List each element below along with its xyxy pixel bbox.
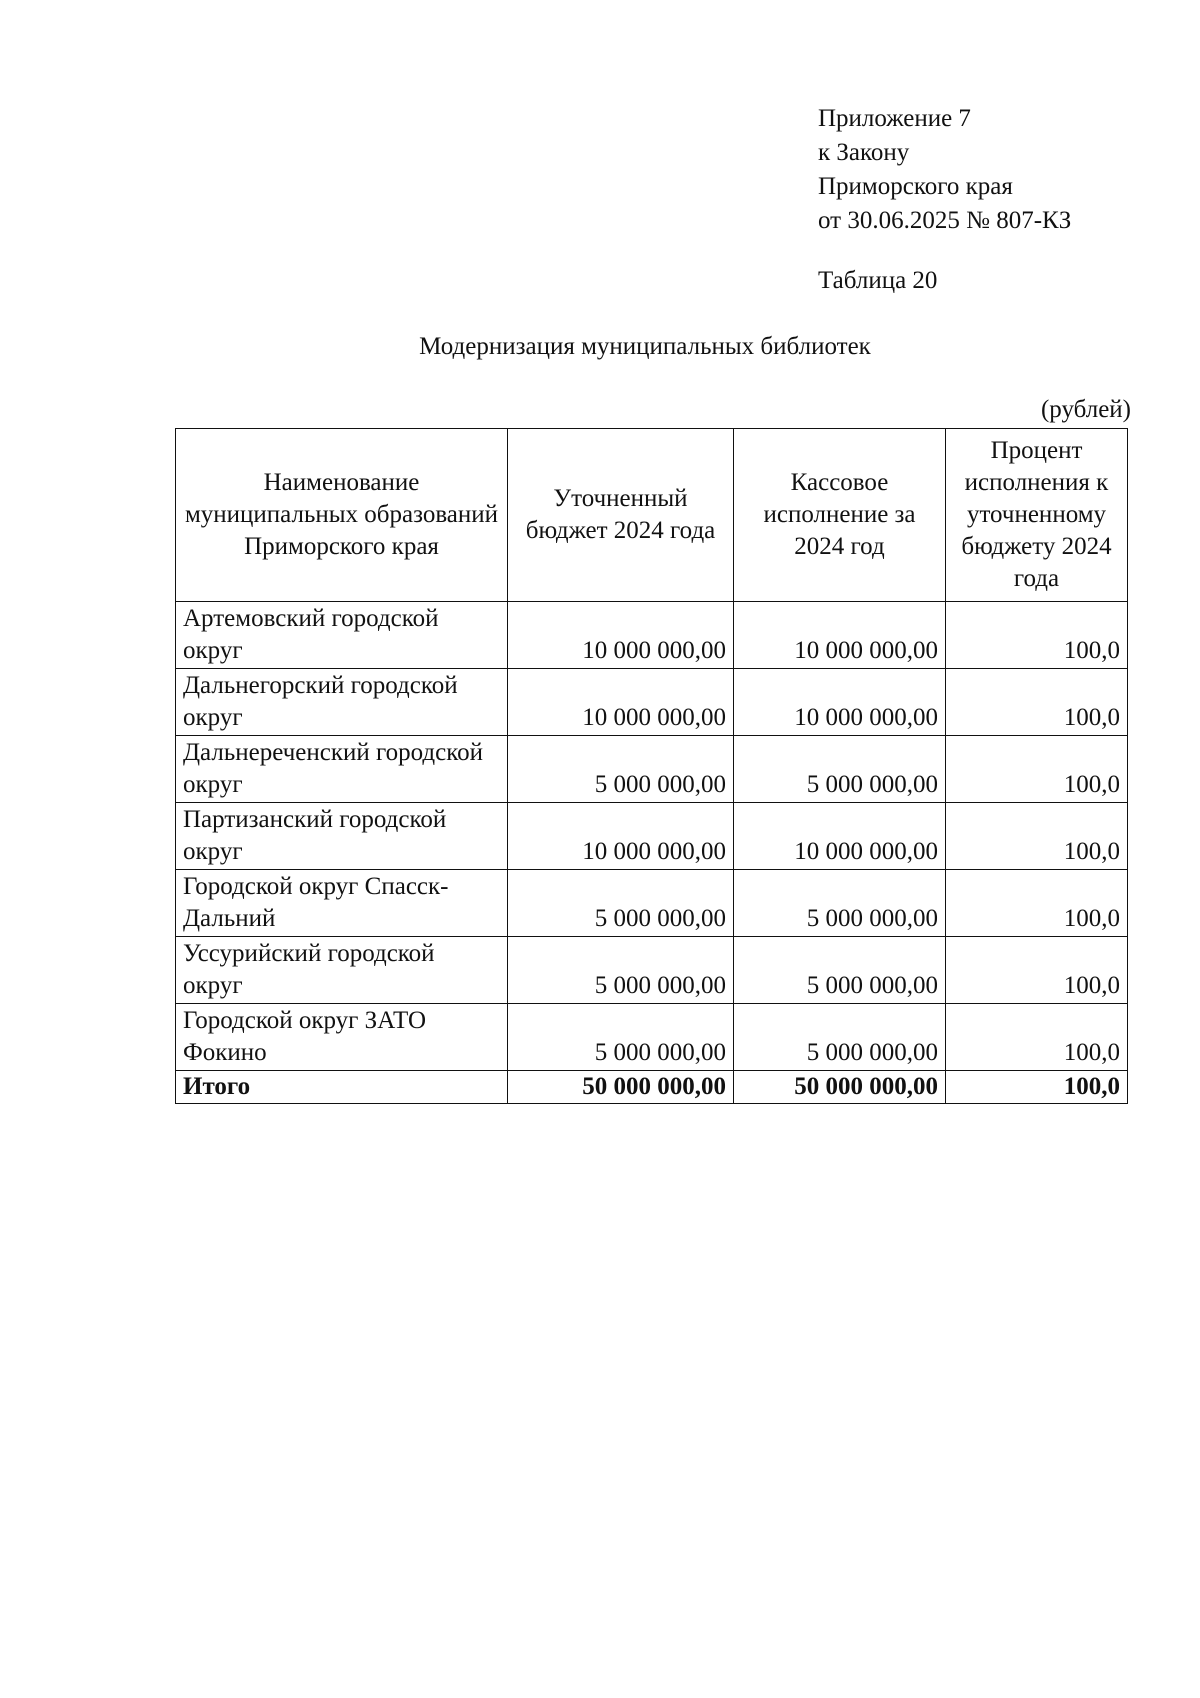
budget-value: 5 000 000,00 [508, 937, 734, 1004]
municipality-name: Дальнегорский городской округ [176, 669, 508, 736]
municipality-name: Артемовский городской округ [176, 602, 508, 669]
municipality-name: Городской округ ЗАТО Фокино [176, 1004, 508, 1071]
budget-value: 5 000 000,00 [508, 736, 734, 803]
budget-value: 10 000 000,00 [508, 669, 734, 736]
appendix-reference [818, 102, 1071, 238]
executed-value: 10 000 000,00 [734, 803, 946, 870]
appendix-region: Приморского края [818, 173, 1013, 200]
unit-label: (рублей) [1040, 396, 1131, 423]
executed-value: 5 000 000,00 [734, 870, 946, 937]
total-budget-value: 50 000 000,00 [508, 1071, 734, 1104]
budget-value: 5 000 000,00 [508, 870, 734, 937]
percent-value: 100,0 [946, 669, 1128, 736]
municipality-name: Городской округ Спасск-Дальний [176, 870, 508, 937]
budget-value: 10 000 000,00 [508, 803, 734, 870]
percent-value: 100,0 [946, 870, 1128, 937]
percent-value: 100,0 [946, 1004, 1128, 1071]
executed-value: 10 000 000,00 [734, 669, 946, 736]
executed-value: 5 000 000,00 [734, 937, 946, 1004]
executed-value: 5 000 000,00 [734, 736, 946, 803]
municipality-name: Уссурийский городской округ [176, 937, 508, 1004]
table-row [176, 803, 1128, 870]
total-executed-value: 50 000 000,00 [734, 1071, 946, 1104]
total-row [176, 1071, 1128, 1104]
executed-value: 10 000 000,00 [734, 602, 946, 669]
document-title: Модернизация муниципальных библиотек [419, 333, 871, 360]
budget-value: 10 000 000,00 [508, 602, 734, 669]
percent-value: 100,0 [946, 736, 1128, 803]
header-percent: Процент исполнения к уточненному бюджету 2024 года [946, 429, 1128, 602]
total-label: Итого [176, 1071, 508, 1104]
table-number: Таблица 20 [818, 267, 938, 294]
appendix-law: к Закону [818, 139, 910, 166]
table-row [176, 1004, 1128, 1071]
table-row [176, 669, 1128, 736]
table-row [176, 937, 1128, 1004]
percent-value: 100,0 [946, 937, 1128, 1004]
executed-value: 5 000 000,00 [734, 1004, 946, 1071]
total-percent-value: 100,0 [946, 1071, 1128, 1104]
appendix-date-number: от 30.06.2025 № 807-КЗ [818, 207, 1072, 234]
header-executed: Кассовое исполнение за 2024 год [734, 429, 946, 602]
percent-value: 100,0 [946, 803, 1128, 870]
header-municipality: Наименование муниципальных образований Приморского края [176, 429, 508, 602]
table-row [176, 736, 1128, 803]
municipality-name: Дальнереченский городской округ [176, 736, 508, 803]
municipality-name: Партизанский городской округ [176, 803, 508, 870]
appendix-number: Приложение 7 [818, 105, 971, 132]
header-budget: Уточненный бюджет 2024 года [508, 429, 734, 602]
budget-table [175, 428, 1128, 1104]
table-row [176, 870, 1128, 937]
percent-value: 100,0 [946, 602, 1128, 669]
budget-value: 5 000 000,00 [508, 1004, 734, 1071]
table-row [176, 602, 1128, 669]
table-header-row [176, 429, 1128, 602]
